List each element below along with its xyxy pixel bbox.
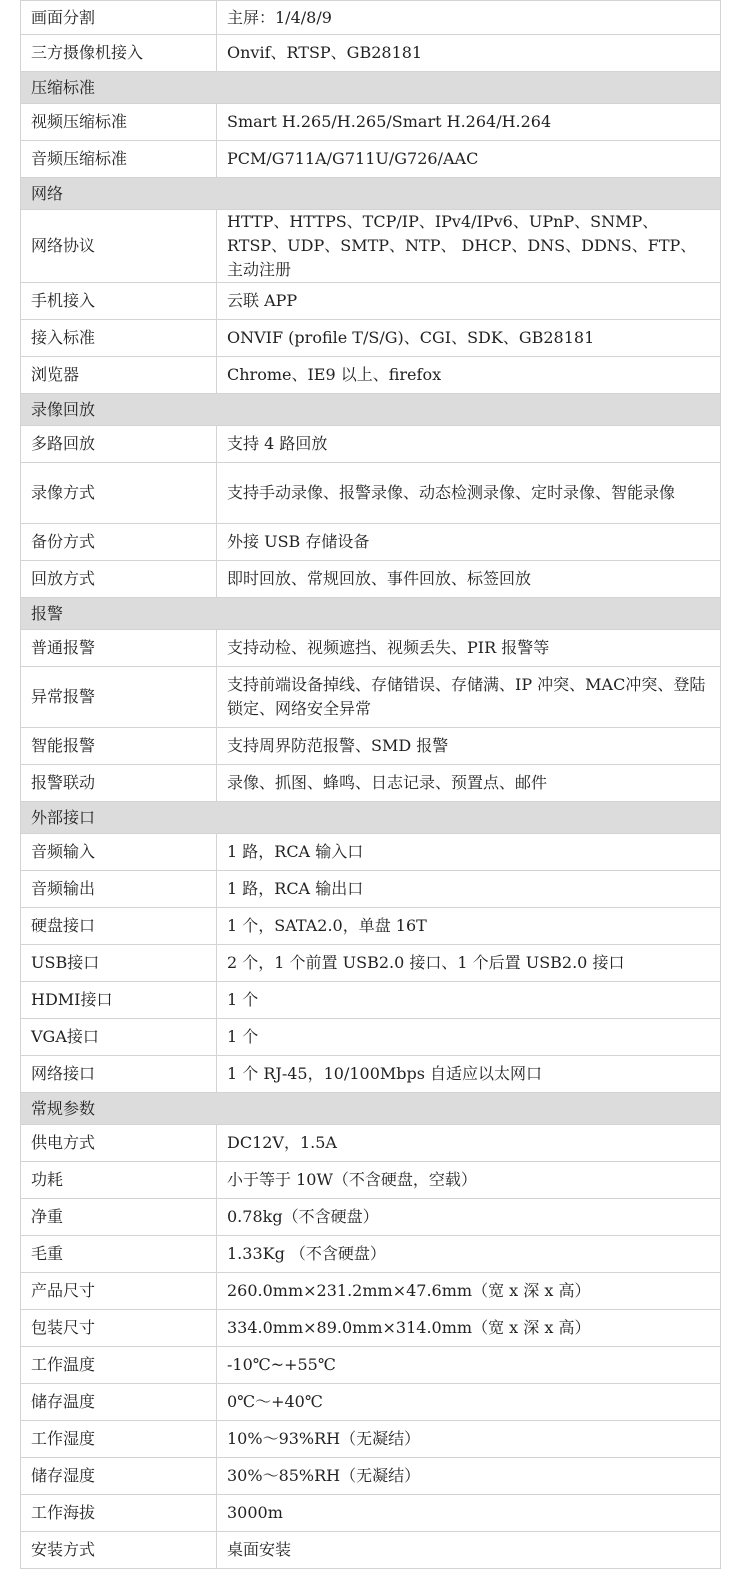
spec-label: 硬盘接口 bbox=[21, 908, 217, 945]
spec-label: 异常报警 bbox=[21, 667, 217, 728]
spec-value: 0.78kg（不含硬盘） bbox=[217, 1199, 721, 1236]
spec-value: ONVIF (profile T/S/G)、CGI、SDK、GB28181 bbox=[217, 320, 721, 357]
spec-row bbox=[21, 1532, 721, 1569]
spec-table-container bbox=[20, 0, 720, 1569]
spec-value: 即时回放、常规回放、事件回放、标签回放 bbox=[217, 561, 721, 598]
spec-label: 接入标准 bbox=[21, 320, 217, 357]
spec-row bbox=[21, 1125, 721, 1162]
spec-label: 毛重 bbox=[21, 1236, 217, 1273]
spec-label: 工作海拔 bbox=[21, 1495, 217, 1532]
spec-value: Onvif、RTSP、GB28181 bbox=[217, 35, 721, 72]
spec-row bbox=[21, 426, 721, 463]
section-header: 报警 bbox=[21, 598, 721, 630]
spec-label: 安装方式 bbox=[21, 1532, 217, 1569]
spec-label: 备份方式 bbox=[21, 524, 217, 561]
spec-row bbox=[21, 908, 721, 945]
spec-value: HTTP、HTTPS、TCP/IP、IPv4/IPv6、UPnP、SNMP、RTSP、UDP、SMTP、NTP、 DHCP、DNS、DDNS、FTP、主动注册 bbox=[217, 210, 721, 283]
spec-label: 工作温度 bbox=[21, 1347, 217, 1384]
spec-value: 3000m bbox=[217, 1495, 721, 1532]
spec-row bbox=[21, 320, 721, 357]
spec-label: USB接口 bbox=[21, 945, 217, 982]
spec-value: 334.0mm×89.0mm×314.0mm（宽 x 深 x 高） bbox=[217, 1310, 721, 1347]
spec-label: 功耗 bbox=[21, 1162, 217, 1199]
spec-row bbox=[21, 1236, 721, 1273]
spec-label: 产品尺寸 bbox=[21, 1273, 217, 1310]
spec-row bbox=[21, 1421, 721, 1458]
spec-row bbox=[21, 945, 721, 982]
spec-value: 支持 4 路回放 bbox=[217, 426, 721, 463]
spec-row bbox=[21, 524, 721, 561]
spec-value: 录像、抓图、蜂鸣、日志记录、预置点、邮件 bbox=[217, 765, 721, 802]
spec-value: 1.33Kg （不含硬盘） bbox=[217, 1236, 721, 1273]
spec-value: 10%～93%RH（无凝结） bbox=[217, 1421, 721, 1458]
spec-value: 云联 APP bbox=[217, 283, 721, 320]
spec-row bbox=[21, 35, 721, 72]
section-header-row bbox=[21, 1093, 721, 1125]
spec-row bbox=[21, 982, 721, 1019]
spec-label: 智能报警 bbox=[21, 728, 217, 765]
spec-value: 1 个 bbox=[217, 982, 721, 1019]
spec-table-body bbox=[21, 1, 721, 1569]
spec-row bbox=[21, 141, 721, 178]
spec-row bbox=[21, 561, 721, 598]
spec-label: 储存温度 bbox=[21, 1384, 217, 1421]
spec-label: 音频输入 bbox=[21, 834, 217, 871]
spec-label: 净重 bbox=[21, 1199, 217, 1236]
spec-row bbox=[21, 1, 721, 35]
spec-row bbox=[21, 1347, 721, 1384]
section-header-row bbox=[21, 72, 721, 104]
spec-value: 0℃～+40℃ bbox=[217, 1384, 721, 1421]
spec-label: 录像方式 bbox=[21, 463, 217, 524]
spec-label: 浏览器 bbox=[21, 357, 217, 394]
spec-row bbox=[21, 1495, 721, 1532]
spec-value: 主屏：1/4/8/9 bbox=[217, 1, 721, 35]
spec-label: VGA接口 bbox=[21, 1019, 217, 1056]
spec-label: 报警联动 bbox=[21, 765, 217, 802]
spec-value: 支持动检、视频遮挡、视频丢失、PIR 报警等 bbox=[217, 630, 721, 667]
spec-label: 手机接入 bbox=[21, 283, 217, 320]
spec-row bbox=[21, 1162, 721, 1199]
spec-row bbox=[21, 1273, 721, 1310]
spec-row bbox=[21, 210, 721, 283]
spec-value: 1 个 RJ-45，10/100Mbps 自适应以太网口 bbox=[217, 1056, 721, 1093]
spec-row bbox=[21, 104, 721, 141]
spec-row bbox=[21, 283, 721, 320]
section-header: 压缩标准 bbox=[21, 72, 721, 104]
section-header: 外部接口 bbox=[21, 802, 721, 834]
spec-row bbox=[21, 667, 721, 728]
spec-label: 三方摄像机接入 bbox=[21, 35, 217, 72]
spec-row bbox=[21, 630, 721, 667]
spec-row bbox=[21, 1199, 721, 1236]
spec-row bbox=[21, 871, 721, 908]
spec-value: 2 个，1 个前置 USB2.0 接口、1 个后置 USB2.0 接口 bbox=[217, 945, 721, 982]
spec-row bbox=[21, 1384, 721, 1421]
section-header-row bbox=[21, 598, 721, 630]
spec-value: 260.0mm×231.2mm×47.6mm（宽 x 深 x 高） bbox=[217, 1273, 721, 1310]
section-header: 录像回放 bbox=[21, 394, 721, 426]
spec-row bbox=[21, 463, 721, 524]
spec-row bbox=[21, 1458, 721, 1495]
spec-value: 支持周界防范报警、SMD 报警 bbox=[217, 728, 721, 765]
spec-label: 普通报警 bbox=[21, 630, 217, 667]
spec-row bbox=[21, 357, 721, 394]
section-header-row bbox=[21, 802, 721, 834]
spec-value: -10℃~+55℃ bbox=[217, 1347, 721, 1384]
spec-label: 供电方式 bbox=[21, 1125, 217, 1162]
spec-value: 30%～85%RH（无凝结） bbox=[217, 1458, 721, 1495]
spec-value: 桌面安装 bbox=[217, 1532, 721, 1569]
spec-label: 工作湿度 bbox=[21, 1421, 217, 1458]
spec-label: 视频压缩标准 bbox=[21, 104, 217, 141]
spec-value: Chrome、IE9 以上、firefox bbox=[217, 357, 721, 394]
spec-value: 外接 USB 存储设备 bbox=[217, 524, 721, 561]
spec-label: 网络协议 bbox=[21, 210, 217, 283]
section-header-row bbox=[21, 394, 721, 426]
spec-row bbox=[21, 834, 721, 871]
spec-value: 小于等于 10W（不含硬盘，空载） bbox=[217, 1162, 721, 1199]
spec-label: 多路回放 bbox=[21, 426, 217, 463]
section-header: 常规参数 bbox=[21, 1093, 721, 1125]
spec-value: 支持前端设备掉线、存储错误、存储满、IP 冲突、MAC冲突、登陆锁定、网络安全异常 bbox=[217, 667, 721, 728]
spec-row bbox=[21, 1056, 721, 1093]
spec-label: 储存湿度 bbox=[21, 1458, 217, 1495]
spec-value: 1 路，RCA 输出口 bbox=[217, 871, 721, 908]
section-header-row bbox=[21, 178, 721, 210]
spec-label: 画面分割 bbox=[21, 1, 217, 35]
spec-value: 支持手动录像、报警录像、动态检测录像、定时录像、智能录像 bbox=[217, 463, 721, 524]
spec-label: 音频输出 bbox=[21, 871, 217, 908]
spec-value: DC12V，1.5A bbox=[217, 1125, 721, 1162]
spec-value: Smart H.265/H.265/Smart H.264/H.264 bbox=[217, 104, 721, 141]
spec-label: 回放方式 bbox=[21, 561, 217, 598]
spec-row bbox=[21, 765, 721, 802]
spec-value: PCM/G711A/G711U/G726/AAC bbox=[217, 141, 721, 178]
spec-row bbox=[21, 1310, 721, 1347]
spec-table bbox=[20, 0, 721, 1569]
spec-label: 包装尺寸 bbox=[21, 1310, 217, 1347]
spec-label: 音频压缩标准 bbox=[21, 141, 217, 178]
spec-label: 网络接口 bbox=[21, 1056, 217, 1093]
section-header: 网络 bbox=[21, 178, 721, 210]
spec-row bbox=[21, 728, 721, 765]
spec-label: HDMI接口 bbox=[21, 982, 217, 1019]
spec-row bbox=[21, 1019, 721, 1056]
spec-value: 1 个 bbox=[217, 1019, 721, 1056]
spec-value: 1 路，RCA 输入口 bbox=[217, 834, 721, 871]
spec-value: 1 个，SATA2.0，单盘 16T bbox=[217, 908, 721, 945]
